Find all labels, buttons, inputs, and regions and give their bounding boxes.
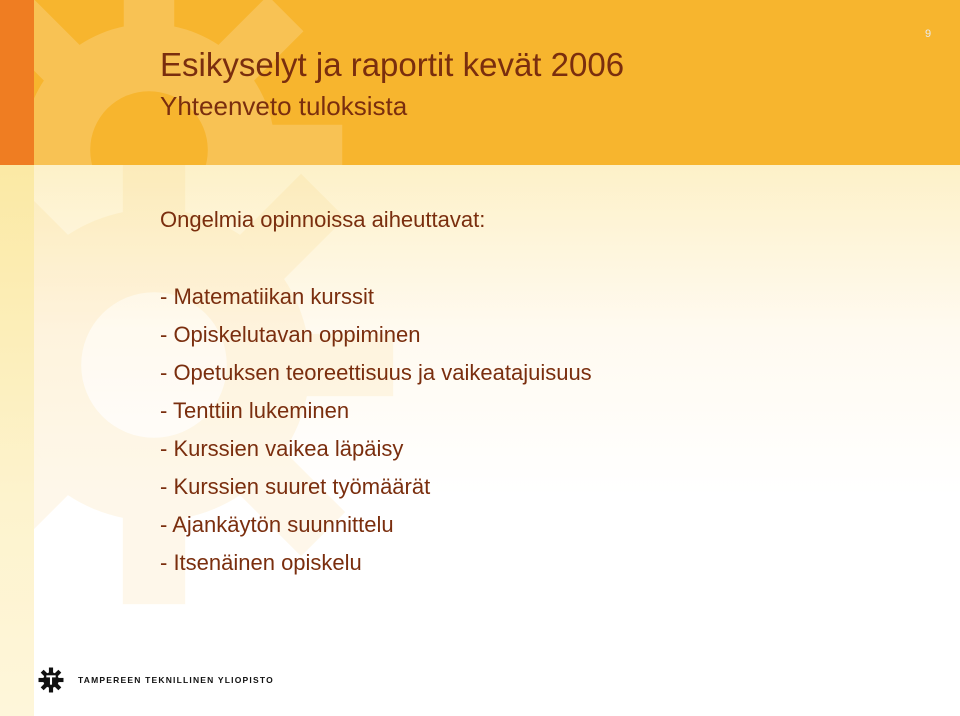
list-item: - Opiskelutavan oppiminen: [160, 322, 421, 347]
list-item: - Ajankäytön suunnittelu: [160, 512, 394, 537]
list-item: - Tenttiin lukeminen: [160, 398, 350, 423]
section-heading: Ongelmia opinnoissa aiheuttavat:: [160, 207, 486, 232]
list-item: - Kurssien suuret työmäärät: [160, 474, 431, 499]
left-orange-strip: [0, 0, 34, 165]
slide-title: Esikyselyt ja raportit kevät 2006: [160, 46, 625, 83]
list-item: - Matematiikan kurssit: [160, 284, 374, 309]
slide-subtitle: Yhteenveto tuloksista: [160, 91, 408, 121]
list-item: - Kurssien vaikea läpäisy: [160, 436, 404, 461]
left-yellow-strip: [0, 165, 34, 716]
bullet-list: [160, 282, 592, 586]
page-number: 9: [924, 28, 932, 40]
footer-logo: [38, 667, 274, 693]
tut-gear-logo-icon: [38, 667, 64, 693]
university-name: TAMPEREEN TEKNILLINEN YLIOPISTO: [78, 675, 274, 685]
list-item: - Itsenäinen opiskelu: [160, 550, 362, 575]
list-item: - Opetuksen teoreettisuus ja vaikeatajuisuus: [160, 360, 592, 385]
